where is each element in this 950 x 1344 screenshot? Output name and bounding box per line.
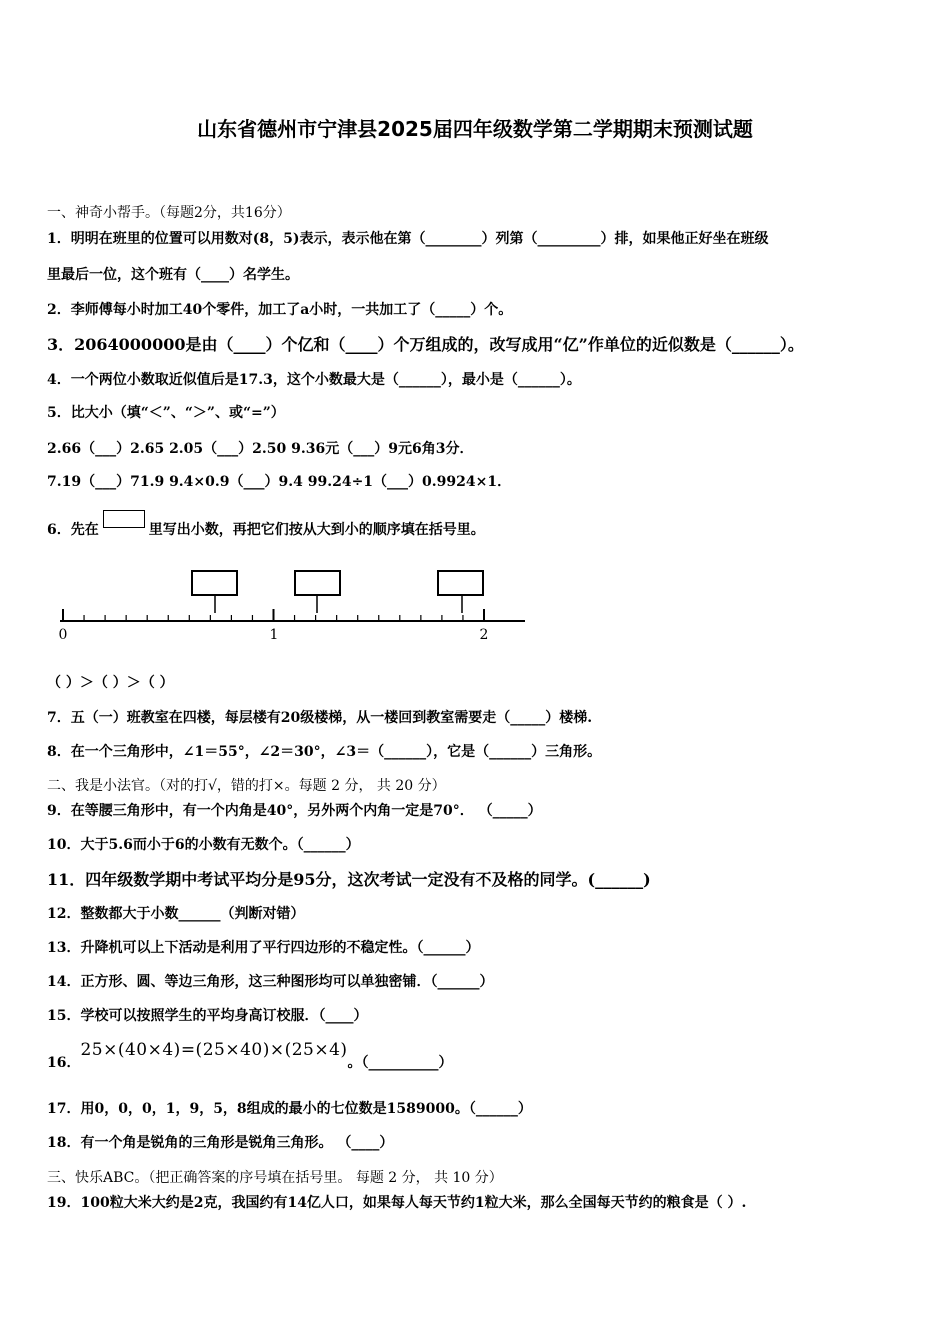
question-5-row-2: 7.19（___）71.9 9.4×0.9（___）9.4 99.24÷1（___）0.9924×1．	[47, 474, 512, 490]
question-12: 12．整数都大于小数______（判断对错）	[47, 906, 305, 922]
number-line-figure	[55, 565, 535, 647]
question-6	[47, 518, 485, 539]
label-box	[438, 571, 483, 595]
label-box	[295, 571, 340, 595]
question-1-line-1: 1．明明在班里的位置可以用数对(8，5)表示，表示他在第（________）列第（_________）排，如果他正好坐在班级	[47, 231, 769, 247]
question-8: 8．在一个三角形中，∠1＝55°，∠2＝30°，∠3＝（______），它是（______）三角形。	[47, 744, 602, 760]
question-4: 4．一个两位小数取近似值后是17.3，这个小数最大是（______），最小是（______）。	[47, 372, 581, 388]
question-6-prefix: 6．先在	[47, 522, 99, 538]
question-19: 19．100粒大米大约是2克，我国约有14亿人口，如果每人每天节约1粒大米，那么全国每天节约的粮食是（ ）.	[47, 1195, 747, 1211]
question-5: 5．比大小（填“＜”、“＞”、或“=”）	[47, 405, 285, 421]
tick-marks	[63, 609, 484, 621]
tick-label-1: 1	[269, 627, 279, 643]
section-3-heading: 三、快乐ABC。（把正确答案的序号填在括号里。 每题 2 分， 共 10 分）	[47, 1170, 503, 1186]
question-16	[47, 1040, 453, 1071]
question-6-order: （ ）＞（ ）＞（ ）	[47, 675, 174, 691]
question-2: 2．李师傅每小时加工40个零件，加工了a小时，一共加工了（_____）个。	[47, 302, 513, 318]
answer-box	[103, 510, 145, 528]
question-16-number: 16．	[47, 1055, 81, 1071]
question-17: 17．用0，0，0，1，9，5，8组成的最小的七位数是1589000。（______）	[47, 1101, 532, 1117]
question-14: 14．正方形、圆、等边三角形，这三种图形均可以单独密铺．（______）	[47, 974, 494, 990]
question-5-row-1: 2.66（___）2.65 2.05（___）2.50 9.36元（___）9元6角3分．	[47, 441, 474, 457]
label-boxes	[192, 571, 483, 613]
section-1-heading: 一、神奇小帮手。（每题2分，共16分）	[47, 205, 291, 221]
question-11: 11．四年级数学期中考试平均分是95分，这次考试一定没有不及格的同学。(______)	[47, 870, 651, 889]
tick-label-0: 0	[58, 627, 68, 643]
question-18: 18．有一个角是锐角的三角形是锐角三角形。 （____）	[47, 1135, 394, 1151]
question-6-suffix: 里写出小数，再把它们按从大到小的顺序填在括号里。	[148, 522, 485, 538]
question-16-expression: 25×(40×4)=(25×40)×(25×4)	[80, 1040, 348, 1060]
question-10: 10．大于5.6而小于6的小数有无数个。（______）	[47, 837, 360, 853]
question-9: 9．在等腰三角形中，有一个内角是40°，另外两个内角一定是70°． （_____）	[47, 803, 542, 819]
question-16-answer: 。（__________）	[347, 1055, 453, 1071]
question-7: 7．五（一）班教室在四楼，每层楼有20级楼梯，从一楼回到教室需要走（_____）楼梯.	[47, 710, 593, 726]
page-title: 山东省德州市宁津县2025届四年级数学第二学期期末预测试题	[197, 117, 753, 141]
section-2-heading: 二、我是小法官。（对的打√，错的打×。每题 2 分， 共 20 分）	[47, 778, 446, 794]
question-1-line-2: 里最后一位，这个班有（____）名学生。	[47, 267, 299, 283]
tick-label-2: 2	[479, 627, 489, 643]
question-13: 13．升降机可以上下活动是利用了平行四边形的不稳定性。（______）	[47, 940, 480, 956]
question-15: 15．学校可以按照学生的平均身高订校服．（____）	[47, 1008, 368, 1024]
label-box	[192, 571, 237, 595]
question-3: 3．2064000000是由（____）个亿和（____）个万组成的，改写成用“亿”作单位的近似数是（______）。	[47, 335, 804, 354]
